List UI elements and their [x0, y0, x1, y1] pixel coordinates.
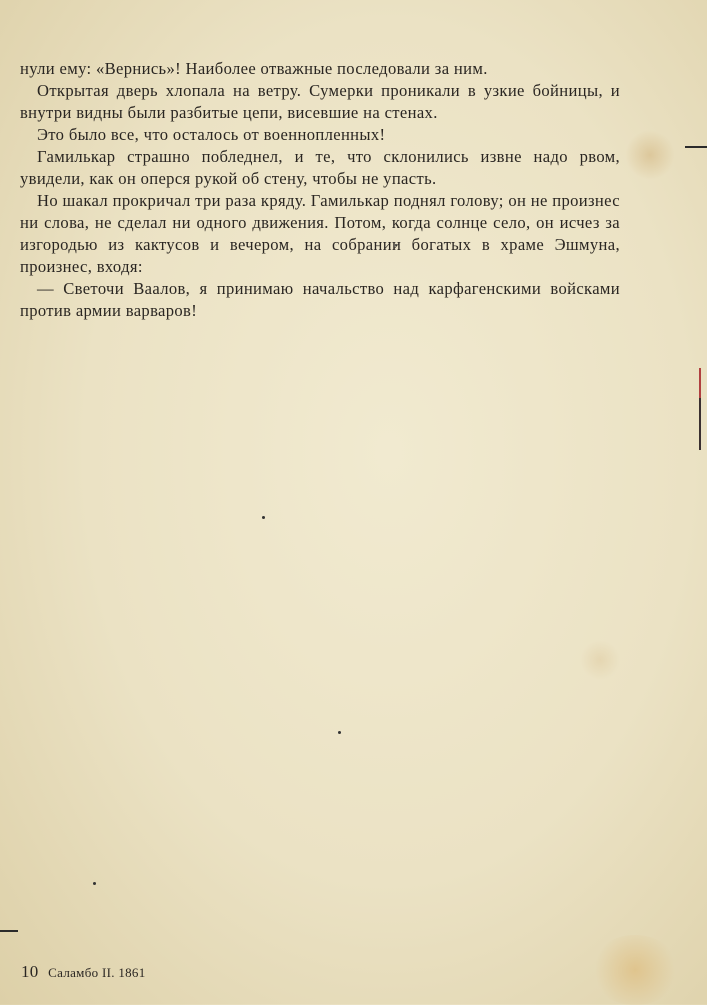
paper-stain	[580, 640, 620, 680]
paragraph: Но шакал прокричал три раза кряду. Гамилькар поднял голову; он не произнес ни слова, не сделал ни одного движения. Потом, когда солнце село, он исчез за изгородью из кактусов и вечером, на собрании богатых в храме Эшмуна, произнес, входя:	[20, 191, 620, 276]
paragraph: — Светочи Ваалов, я принимаю начальство над карфагенскими войсками против армии варваров!	[20, 279, 620, 320]
ink-speck	[93, 882, 96, 885]
ink-speck	[262, 516, 265, 519]
edge-mark	[699, 368, 701, 398]
page-footer	[21, 962, 146, 982]
signature-mark: Саламбо II. 1861	[48, 965, 146, 980]
page-number: 10	[21, 962, 39, 981]
paragraph: Открытая дверь хлопала на ветру. Сумерки проникали в узкие бойницы, и внутри видны были разбитые цепи, висевшие на стенах.	[20, 81, 620, 122]
paragraph: Это было все, что осталось от военнопленных!	[37, 125, 386, 144]
edge-mark	[685, 146, 707, 148]
paragraph: Гамилькар страшно побледнел, и те, что склонились извне надо рвом, увидели, как он оперся рукой об стену, чтобы не упасть.	[20, 147, 620, 188]
body-text	[20, 58, 620, 322]
paper-stain	[590, 935, 680, 1005]
paper-stain	[625, 130, 675, 180]
ink-speck	[338, 731, 341, 734]
paragraph: нули ему: «Вернись»! Наиболее отважные последовали за ним.	[20, 59, 488, 78]
edge-mark	[0, 930, 18, 932]
